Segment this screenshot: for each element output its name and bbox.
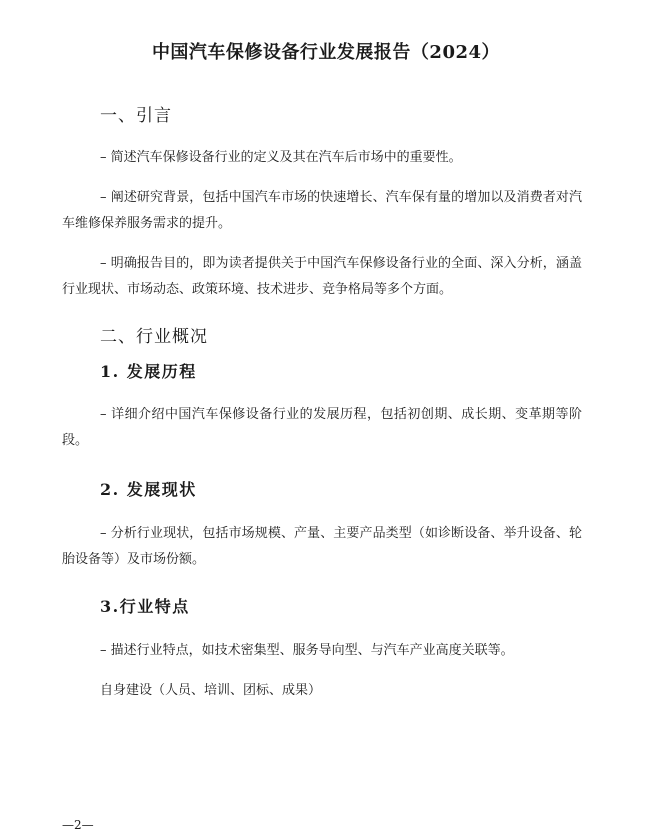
status-paragraph: – 分析行业现状，包括市场规模、产量、主要产品类型（如诊断设备、举升设备、轮胎设备等）及市场份额。 xyxy=(62,526,582,567)
page-number: —2— xyxy=(62,818,94,832)
intro-paragraph-1: – 简述汽车保修设备行业的定义及其在汽车后市场中的重要性。 xyxy=(100,150,462,165)
subsection-heading-features: 3.行业特点 xyxy=(100,597,190,616)
intro-paragraph-3: – 明确报告目的，即为读者提供关于中国汽车保修设备行业的全面、深入分析，涵盖行业现状、市场动态、政策环境、技术进步、竞争格局等多个方面。 xyxy=(62,256,582,297)
history-paragraph: – 详细介绍中国汽车保修设备行业的发展历程，包括初创期、成长期、变革期等阶段。 xyxy=(62,407,582,448)
section-heading-intro: 一、引言 xyxy=(100,106,172,126)
self-building-note: 自身建设（人员、培训、团标、成果） xyxy=(100,683,322,698)
document-title: 中国汽车保修设备行业发展报告（2024） xyxy=(151,42,501,63)
subsection-heading-status: 2. 发展现状 xyxy=(100,480,197,499)
section-heading-overview: 二、行业概况 xyxy=(100,327,208,347)
intro-paragraph-2: – 阐述研究背景，包括中国汽车市场的快速增长、汽车保有量的增加以及消费者对汽车维修保养服务需求的提升。 xyxy=(62,190,582,231)
features-paragraph: – 描述行业特点，如技术密集型、服务导向型、与汽车产业高度关联等。 xyxy=(100,643,514,658)
subsection-heading-history: 1. 发展历程 xyxy=(100,362,197,381)
